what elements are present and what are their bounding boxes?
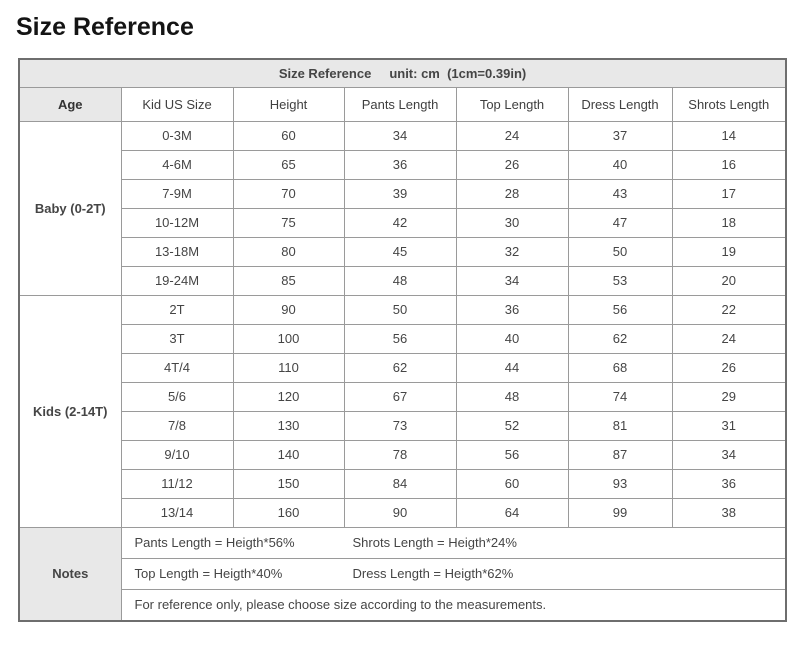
cell-height: 75 bbox=[233, 208, 344, 237]
table-title-text: Size Reference bbox=[278, 65, 372, 81]
note-line-1 bbox=[121, 527, 786, 558]
table-row bbox=[19, 150, 786, 179]
column-header-dress-length: Dress Length bbox=[568, 87, 672, 121]
cell-kid-us-size: 7/8 bbox=[121, 411, 233, 440]
table-row bbox=[19, 353, 786, 382]
cell-dress-length: 47 bbox=[568, 208, 672, 237]
note-formula-dress: Dress Length = Heigth*62% bbox=[352, 566, 514, 581]
cell-dress-length: 40 bbox=[568, 150, 672, 179]
cell-shrots-length: 19 bbox=[672, 237, 786, 266]
cell-pants-length: 36 bbox=[344, 150, 456, 179]
table-title-bar bbox=[19, 59, 786, 88]
notes-row bbox=[19, 527, 786, 558]
cell-height: 65 bbox=[233, 150, 344, 179]
cell-shrots-length: 38 bbox=[672, 498, 786, 527]
table-unit-text: unit: cm (1cm=0.39in) bbox=[389, 65, 527, 81]
cell-shrots-length: 24 bbox=[672, 324, 786, 353]
cell-pants-length: 84 bbox=[344, 469, 456, 498]
cell-top-length: 52 bbox=[456, 411, 568, 440]
cell-kid-us-size: 10-12M bbox=[121, 208, 233, 237]
cell-kid-us-size: 4-6M bbox=[121, 150, 233, 179]
cell-top-length: 24 bbox=[456, 121, 568, 150]
cell-pants-length: 50 bbox=[344, 295, 456, 324]
cell-dress-length: 53 bbox=[568, 266, 672, 295]
notes-row bbox=[19, 558, 786, 589]
column-header-age: Age bbox=[19, 87, 121, 121]
column-header-top-length: Top Length bbox=[456, 87, 568, 121]
cell-pants-length: 48 bbox=[344, 266, 456, 295]
note-reference-text: For reference only, please choose size according to the measurements. bbox=[134, 597, 547, 612]
note-line-2 bbox=[121, 558, 786, 589]
notes-row bbox=[19, 589, 786, 621]
cell-shrots-length: 29 bbox=[672, 382, 786, 411]
cell-height: 150 bbox=[233, 469, 344, 498]
table-row bbox=[19, 208, 786, 237]
cell-kid-us-size: 13-18M bbox=[121, 237, 233, 266]
cell-height: 80 bbox=[233, 237, 344, 266]
cell-dress-length: 99 bbox=[568, 498, 672, 527]
column-header-pants-length: Pants Length bbox=[344, 87, 456, 121]
column-header-shrots-length: Shrots Length bbox=[672, 87, 786, 121]
cell-top-length: 36 bbox=[456, 295, 568, 324]
note-formula-top: Top Length = Heigth*40% bbox=[134, 566, 283, 581]
cell-top-length: 44 bbox=[456, 353, 568, 382]
cell-top-length: 40 bbox=[456, 324, 568, 353]
cell-dress-length: 62 bbox=[568, 324, 672, 353]
table-row bbox=[19, 179, 786, 208]
column-header-height: Height bbox=[233, 87, 344, 121]
cell-height: 120 bbox=[233, 382, 344, 411]
group-label-baby: Baby (0-2T) bbox=[19, 121, 121, 295]
cell-pants-length: 62 bbox=[344, 353, 456, 382]
note-formula-shrots: Shrots Length = Heigth*24% bbox=[352, 535, 517, 550]
cell-shrots-length: 14 bbox=[672, 121, 786, 150]
cell-dress-length: 81 bbox=[568, 411, 672, 440]
cell-top-length: 64 bbox=[456, 498, 568, 527]
cell-dress-length: 43 bbox=[568, 179, 672, 208]
cell-pants-length: 34 bbox=[344, 121, 456, 150]
table-row bbox=[19, 121, 786, 150]
cell-height: 60 bbox=[233, 121, 344, 150]
cell-kid-us-size: 0-3M bbox=[121, 121, 233, 150]
cell-top-length: 30 bbox=[456, 208, 568, 237]
cell-shrots-length: 18 bbox=[672, 208, 786, 237]
cell-shrots-length: 31 bbox=[672, 411, 786, 440]
cell-dress-length: 74 bbox=[568, 382, 672, 411]
cell-pants-length: 90 bbox=[344, 498, 456, 527]
cell-top-length: 26 bbox=[456, 150, 568, 179]
group-label-notes: Notes bbox=[19, 527, 121, 621]
cell-top-length: 32 bbox=[456, 237, 568, 266]
cell-shrots-length: 17 bbox=[672, 179, 786, 208]
cell-dress-length: 56 bbox=[568, 295, 672, 324]
cell-pants-length: 56 bbox=[344, 324, 456, 353]
cell-top-length: 28 bbox=[456, 179, 568, 208]
table-row bbox=[19, 266, 786, 295]
table-row bbox=[19, 237, 786, 266]
table-row bbox=[19, 498, 786, 527]
cell-dress-length: 37 bbox=[568, 121, 672, 150]
cell-pants-length: 78 bbox=[344, 440, 456, 469]
table-row bbox=[19, 324, 786, 353]
cell-kid-us-size: 5/6 bbox=[121, 382, 233, 411]
cell-kid-us-size: 11/12 bbox=[121, 469, 233, 498]
cell-dress-length: 68 bbox=[568, 353, 672, 382]
cell-dress-length: 87 bbox=[568, 440, 672, 469]
table-title-row bbox=[19, 59, 786, 88]
table-row bbox=[19, 382, 786, 411]
cell-shrots-length: 26 bbox=[672, 353, 786, 382]
size-reference-table bbox=[18, 58, 787, 622]
cell-kid-us-size: 2T bbox=[121, 295, 233, 324]
cell-pants-length: 42 bbox=[344, 208, 456, 237]
cell-pants-length: 45 bbox=[344, 237, 456, 266]
cell-dress-length: 50 bbox=[568, 237, 672, 266]
table-row bbox=[19, 440, 786, 469]
cell-shrots-length: 34 bbox=[672, 440, 786, 469]
cell-kid-us-size: 4T/4 bbox=[121, 353, 233, 382]
cell-height: 140 bbox=[233, 440, 344, 469]
group-label-kids: Kids (2-14T) bbox=[19, 295, 121, 527]
cell-height: 70 bbox=[233, 179, 344, 208]
note-formula-pants: Pants Length = Heigth*56% bbox=[134, 535, 295, 550]
cell-top-length: 48 bbox=[456, 382, 568, 411]
cell-kid-us-size: 9/10 bbox=[121, 440, 233, 469]
cell-kid-us-size: 7-9M bbox=[121, 179, 233, 208]
table-row bbox=[19, 411, 786, 440]
cell-dress-length: 93 bbox=[568, 469, 672, 498]
column-header-row bbox=[19, 87, 786, 121]
cell-pants-length: 39 bbox=[344, 179, 456, 208]
cell-kid-us-size: 19-24M bbox=[121, 266, 233, 295]
cell-top-length: 60 bbox=[456, 469, 568, 498]
page-title: Size Reference bbox=[16, 13, 194, 41]
cell-top-length: 34 bbox=[456, 266, 568, 295]
cell-height: 85 bbox=[233, 266, 344, 295]
cell-shrots-length: 36 bbox=[672, 469, 786, 498]
column-header-kid-us-size: Kid US Size bbox=[121, 87, 233, 121]
cell-pants-length: 73 bbox=[344, 411, 456, 440]
cell-height: 160 bbox=[233, 498, 344, 527]
table-row bbox=[19, 295, 786, 324]
cell-kid-us-size: 13/14 bbox=[121, 498, 233, 527]
cell-pants-length: 67 bbox=[344, 382, 456, 411]
cell-top-length: 56 bbox=[456, 440, 568, 469]
table-row bbox=[19, 469, 786, 498]
cell-shrots-length: 16 bbox=[672, 150, 786, 179]
cell-height: 100 bbox=[233, 324, 344, 353]
note-line-3 bbox=[121, 589, 786, 621]
cell-kid-us-size: 3T bbox=[121, 324, 233, 353]
cell-height: 130 bbox=[233, 411, 344, 440]
cell-height: 90 bbox=[233, 295, 344, 324]
cell-shrots-length: 22 bbox=[672, 295, 786, 324]
cell-shrots-length: 20 bbox=[672, 266, 786, 295]
cell-height: 110 bbox=[233, 353, 344, 382]
